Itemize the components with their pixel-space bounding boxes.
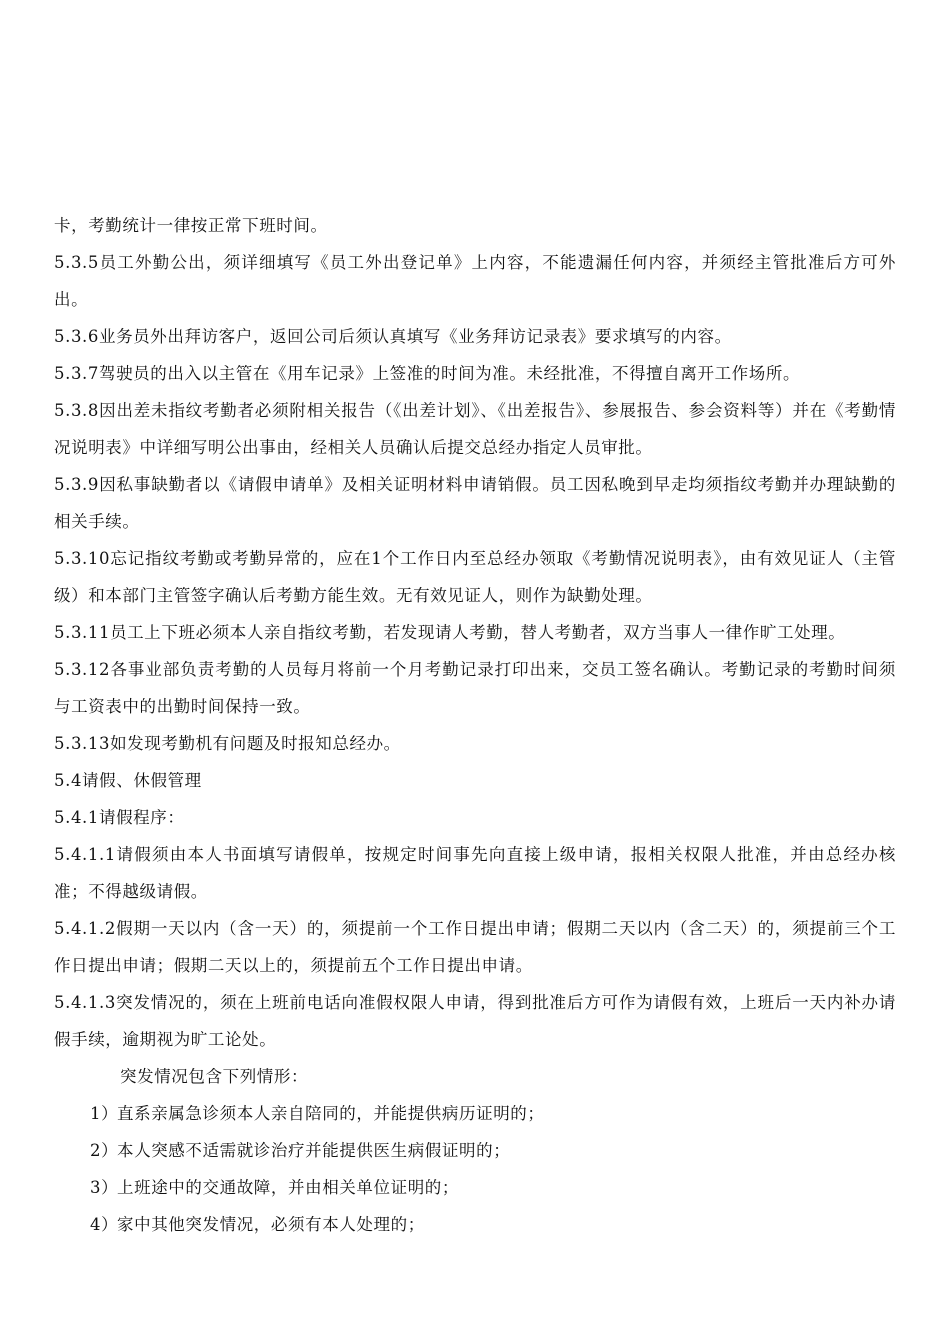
paragraph: 5.4.1.3突发情况的，须在上班前电话向准假权限人申请，得到批准后方可作为请假有效，上班后一天内补办请假手续，逾期视为旷工论处。 — [54, 993, 896, 1049]
paragraph: 5.3.11员工上下班必须本人亲自指纹考勤，若发现请人考勤，替人考勤者，双方当事人一律作旷工处理。 — [54, 623, 846, 642]
list-intro: 突发情况包含下列情形： — [120, 1067, 309, 1086]
list-item — [54, 1169, 896, 1206]
section-heading: 5.4请假、休假管理 — [54, 771, 202, 790]
paragraph: 5.3.7驾驶员的出入以主管在《用车记录》上签准的时间为准。未经批准，不得擅自离开工作场所。 — [54, 364, 801, 383]
list-item-text: 家中其他突发情况，必须有本人处理的； — [117, 1215, 425, 1234]
list-item-number: 1） — [90, 1104, 119, 1123]
list-item-number: 2） — [90, 1141, 119, 1160]
list-item-text: 上班途中的交通故障，并由相关单位证明的； — [117, 1178, 459, 1197]
paragraph: 5.3.8因出差未指纹考勤者必须附相关报告（《出差计划》、《出差报告》、参展报告、参会资料等）并在《考勤情况说明表》中详细写明公出事由，经相关人员确认后提交总经办指定人员审批。 — [54, 401, 896, 457]
list-item-number: 4） — [90, 1215, 119, 1234]
paragraph: 5.3.13如发现考勤机有问题及时报知总经办。 — [54, 734, 401, 753]
paragraph: 卡，考勤统计一律按正常下班时间。 — [54, 216, 328, 235]
list-item-text: 本人突感不适需就诊治疗并能提供医生病假证明的； — [117, 1141, 511, 1160]
situation-list — [54, 1095, 896, 1243]
subsection-heading: 5.4.1请假程序： — [54, 808, 185, 827]
list-item-number: 3） — [90, 1178, 119, 1197]
paragraph: 5.3.10忘记指纹考勤或考勤异常的，应在1个工作日内至总经办领取《考勤情况说明表》，由有效见证人（主管级）和本部门主管签字确认后考勤方能生效。无有效见证人，则作为缺勤处理。 — [54, 549, 896, 605]
paragraph: 5.3.9因私事缺勤者以《请假申请单》及相关证明材料申请销假。员工因私晚到早走均须指纹考勤并办理缺勤的相关手续。 — [54, 475, 896, 531]
list-item — [54, 1095, 896, 1132]
paragraph: 5.3.5员工外勤公出，须详细填写《员工外出登记单》上内容，不能遗漏任何内容，并须经主管批准后方可外出。 — [54, 253, 896, 309]
list-item — [54, 1132, 896, 1169]
list-item-text: 直系亲属急诊须本人亲自陪同的，并能提供病历证明的； — [117, 1104, 545, 1123]
paragraph: 5.3.6业务员外出拜访客户，返回公司后须认真填写《业务拜访记录表》要求填写的内容。 — [54, 327, 732, 346]
document-body — [54, 207, 896, 1243]
paragraph: 5.4.1.2假期一天以内（含一天）的，须提前一个工作日提出申请；假期二天以内（含二天）的，须提前三个工作日提出申请；假期二天以上的，须提前五个工作日提出申请。 — [54, 919, 896, 975]
paragraph: 5.4.1.1请假须由本人书面填写请假单，按规定时间事先向直接上级申请，报相关权限人批准，并由总经办核准；不得越级请假。 — [54, 845, 896, 901]
list-item — [54, 1206, 896, 1243]
paragraph: 5.3.12各事业部负责考勤的人员每月将前一个月考勤记录打印出来，交员工签名确认。考勤记录的考勤时间须与工资表中的出勤时间保持一致。 — [54, 660, 896, 716]
